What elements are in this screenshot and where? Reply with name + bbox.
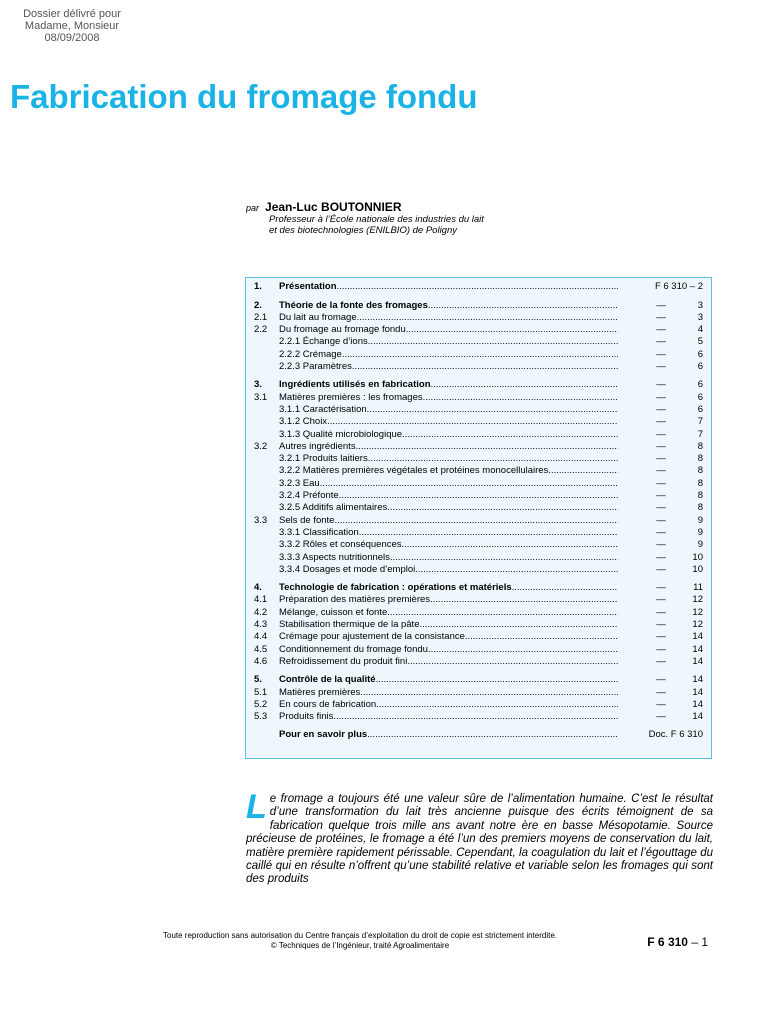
toc-page-number: 9 [697,514,703,526]
toc-entry-title: 3.1.2 Choix [279,416,328,428]
toc-entry-title: Présentation [279,281,337,293]
toc-leader-dots [406,324,618,336]
toc-entry-label [279,564,618,576]
toc-page-number: 7 [697,416,703,428]
toc-entry-label [279,582,618,594]
toc-entry-number: 4.1 [254,594,268,606]
toc-dash: — [656,453,666,465]
toc-entry-number: 5.2 [254,698,268,710]
toc-entry [254,551,703,563]
toc-entry-number: 2.2 [254,324,268,336]
toc-entry [254,674,703,686]
toc-page-number: 9 [697,526,703,538]
toc-entry-page [618,453,703,465]
toc-entry-number: 3.2 [254,440,268,452]
toc-page-number: 8 [697,453,703,465]
toc-entry-label [279,453,618,465]
toc-entry-label [279,441,618,453]
toc-leader-dots [368,453,618,465]
toc-dash: — [656,324,666,336]
toc-entry-number: 3.1 [254,391,268,403]
toc-entry [254,539,703,551]
toc-page-number: 8 [697,490,703,502]
stamp-line-2: Madame, Monsieur [24,20,120,32]
toc-entry [254,711,703,723]
toc-entry [254,361,703,373]
toc-page-number: 14 [692,711,703,723]
toc-entry-page [618,324,703,336]
toc-leader-dots [342,349,618,361]
toc-page-number: 14 [692,698,703,710]
toc-entry-label [279,729,618,741]
toc-dash: — [656,311,666,323]
toc-entry-title: 3.2.3 Eau [279,477,320,489]
toc-entry-title: 3.3.3 Aspects nutritionnels [279,551,390,563]
toc-entry-page [618,441,703,453]
toc-entry [254,312,703,324]
toc-dash: — [656,490,666,502]
toc-dash: — [656,416,666,428]
toc-leader-dots [356,441,618,453]
toc-entry [254,391,703,403]
table-of-contents [245,277,712,759]
toc-page-number: 11 [693,582,703,594]
toc-entry-page [618,619,703,631]
toc-page-number: 4 [697,324,703,336]
toc-entry-label [279,490,618,502]
toc-dash: — [656,502,666,514]
toc-entry [254,299,703,311]
stamp-line-1: Dossier délivré pour [23,8,121,20]
toc-entry-title: 3.3.4 Dosages et mode d’emploi [279,563,416,575]
toc-dash: — [656,514,666,526]
toc-entry-title: 3.2.1 Produits laitiers [279,453,368,465]
toc-leader-dots [465,631,618,643]
toc-dash: — [656,674,666,686]
toc-dash: — [656,582,666,594]
intro-text: e fromage a toujours été une valeur sûre de l’alimentation humaine. C’est le résultat d’une transformation du lait très ancienne puisque des écrits témoignent de sa fabrication quelque trois mille ans avant notre ère en basse Mésopotamie. Source précieuse de protéines, le fromage a été l’un des premiers moyens de conservation du lait, matière première rapidement périssable. Cependant, la coagulation du lait et l’égouttage du caillé qui en résulte n’offrent qu’une stabilité relative et variable selon les fromages qui sont des produits [246,793,713,886]
toc-entry [254,428,703,440]
toc-entry-title: Technologie de fabrication : opérations et matériels [279,582,512,594]
toc-dash: — [656,391,666,403]
toc-entry-label [279,631,618,643]
toc-page-number: 8 [697,502,703,514]
document-code: F 6 310 [647,935,688,949]
toc-leader-dots [431,379,618,391]
toc-leader-dots [320,478,618,490]
toc-leader-dots [376,699,618,711]
toc-entry-title: 2.2.1 Échange d’ions [279,336,368,348]
toc-entry-title: Matières premières : les fromages [279,391,423,403]
toc-entry [254,477,703,489]
toc-entry [254,281,703,293]
toc-entry-label [279,552,618,564]
toc-leader-dots [334,515,618,527]
toc-leader-dots [327,416,618,428]
toc-entry-title: 3.2.2 Matières premières végétales et protéines monocellulaires [279,465,549,477]
toc-page-reference: Doc. F 6 310 [648,729,703,741]
toc-entry [254,606,703,618]
toc-page-number: 5 [697,336,703,348]
toc-entry-title: Stabilisation thermique de la pâte [279,619,420,631]
toc-entry-page [618,607,703,619]
toc-entry-title: Théorie de la fonte des fromages [279,299,428,311]
toc-entry-title: 3.3.2 Rôles et conséquences [279,539,402,551]
toc-leader-dots [359,527,618,539]
toc-entry [254,686,703,698]
toc-leader-dots [367,729,618,741]
toc-page-number: 3 [697,299,703,311]
toc-entry-number: 4.2 [254,606,268,618]
toc-entry-label [279,281,618,293]
page-number: – 1 [691,935,708,949]
toc-page-number: 8 [697,440,703,452]
toc-leader-dots [368,336,618,348]
toc-dash: — [656,606,666,618]
toc-leader-dots [512,582,618,594]
toc-entry-label [279,527,618,539]
copyright-line-1: Toute reproduction sans autorisation du Centre français d’exploitation du droit de copie est strictement interdite. [163,931,557,940]
toc-leader-dots [376,674,618,686]
toc-page-number: 12 [692,594,703,606]
toc-leader-dots [407,656,618,668]
toc-entry-label [279,324,618,336]
toc-entry-page [618,582,703,594]
toc-entry-title: Ingrédients utilisés en fabrication [279,379,431,391]
toc-entry-number: 4.5 [254,643,268,655]
toc-leader-dots [357,312,618,324]
toc-dash: — [656,631,666,643]
toc-entry-label [279,478,618,490]
toc-entry-title: Matières premières [279,686,361,698]
toc-entry-title: 2.2.3 Paramètres [279,361,352,373]
toc-entry [254,582,703,594]
toc-entry-number: 2.1 [254,311,268,323]
copyright-notice [100,931,620,951]
toc-entry-label [279,656,618,668]
toc-entry [254,336,703,348]
toc-entry-title: Refroidissement du produit fini [279,655,408,667]
author-prefix: par [246,203,260,213]
toc-entry-page [618,379,703,391]
toc-entry-label [279,594,618,606]
toc-entry-title: Produits finis [279,711,334,723]
toc-page-number: 6 [697,361,703,373]
toc-entry-page [618,429,703,441]
toc-entry [254,465,703,477]
toc-entry-page [618,594,703,606]
author-affiliation-1: Professeur à l’École nationale des industries du lait [269,214,484,225]
toc-dash: — [656,379,666,391]
toc-page-reference: F 6 310 – 2 [654,281,703,293]
toc-entry-page [618,502,703,514]
toc-entry [254,564,703,576]
toc-entry-label [279,619,618,631]
toc-entry-label [279,404,618,416]
toc-entry-page [618,300,703,312]
toc-entry-label [279,711,618,723]
toc-entry-page [618,404,703,416]
toc-entry-page [618,392,703,404]
toc-page-number: 14 [692,643,703,655]
toc-entry-title: 2.2.2 Crémage [279,348,342,360]
toc-entry-number: 5. [254,674,262,686]
toc-dash: — [656,551,666,563]
toc-dash: — [656,563,666,575]
toc-entry [254,656,703,668]
toc-entry [254,404,703,416]
toc-entry-page [618,281,703,293]
toc-entry-number: 4.3 [254,619,268,631]
toc-entry-number: 4. [254,582,262,594]
stamp-line-3: 08/09/2008 [44,32,100,44]
toc-entry-page [618,312,703,324]
toc-entry-page [618,465,703,477]
toc-entry-number: 5.3 [254,711,268,723]
toc-entry-page [618,515,703,527]
toc-entry-label [279,699,618,711]
toc-leader-dots [415,564,618,576]
toc-dash: — [656,539,666,551]
toc-entry-label [279,607,618,619]
toc-page-number: 7 [697,428,703,440]
toc-entry [254,699,703,711]
toc-entry-page [618,674,703,686]
toc-entry [254,594,703,606]
toc-dash: — [656,336,666,348]
toc-leader-dots [423,392,618,404]
toc-entry-label [279,502,618,514]
toc-entry [254,502,703,514]
toc-entry-title: Préparation des matières premières [279,594,431,606]
toc-leader-dots [402,539,618,551]
toc-entry-label [279,392,618,404]
author-affiliation-2: et des biotechnologies (ENILBIO) de Poligny [269,225,457,236]
toc-entry [254,490,703,502]
toc-entry-title: Mélange, cuisson et fonte [279,606,388,618]
toc-entry-title: Crémage pour ajustement de la consistance [279,631,465,643]
toc-entry [254,643,703,655]
author-name: Jean-Luc BOUTONNIER [265,200,402,214]
toc-entry [254,441,703,453]
toc-entry-title: Pour en savoir plus [279,729,368,741]
toc-leader-dots [352,361,618,373]
author-line [246,200,726,214]
toc-page-number: 14 [692,631,703,643]
page-reference [647,935,708,949]
toc-entry-page [618,711,703,723]
toc-page-number: 10 [692,551,703,563]
document-title: Fabrication du fromage fondu [10,78,478,115]
toc-dash: — [656,403,666,415]
toc-entry-title: Du lait au fromage [279,311,357,323]
toc-page-number: 14 [692,655,703,667]
toc-entry-label [279,416,618,428]
toc-dash: — [656,348,666,360]
toc-leader-dots [387,502,618,514]
toc-entry [254,631,703,643]
toc-entry [254,324,703,336]
toc-leader-dots [367,404,618,416]
toc-dash: — [656,594,666,606]
toc-page-number: 14 [692,674,703,686]
toc-entry-label [279,336,618,348]
toc-entry-page [618,527,703,539]
toc-page-number: 6 [697,348,703,360]
toc-entry-title: Autres ingrédients [279,440,356,452]
toc-entry-label [279,674,618,686]
toc-entry-label [279,379,618,391]
toc-dash: — [656,428,666,440]
toc-page-number: 12 [692,619,703,631]
toc-dash: — [656,440,666,452]
toc-dash: — [656,299,666,311]
toc-leader-dots [387,607,618,619]
toc-entry-number: 5.1 [254,686,268,698]
toc-leader-dots [339,490,618,502]
toc-entry-page [618,490,703,502]
toc-page-number: 9 [697,539,703,551]
toc-entry-page [618,478,703,490]
toc-entry-title: Contrôle de la qualité [279,674,376,686]
toc-dash: — [656,643,666,655]
toc-entry [254,348,703,360]
author-block [246,200,726,236]
toc-entry-number: 4.4 [254,631,268,643]
toc-leader-dots [419,619,618,631]
toc-leader-dots [333,711,618,723]
toc-entry [254,729,703,741]
toc-entry-page [618,699,703,711]
toc-page-number: 6 [697,391,703,403]
toc-entry-page [618,631,703,643]
toc-page-number: 8 [697,465,703,477]
toc-entry-title: Du fromage au fromage fondu [279,324,406,336]
toc-entry-page [618,552,703,564]
toc-dash: — [656,655,666,667]
toc-dash: — [656,619,666,631]
toc-entry-label [279,312,618,324]
toc-dash: — [656,686,666,698]
toc-entry [254,514,703,526]
toc-page-number: 6 [697,403,703,415]
toc-page-number: 8 [697,477,703,489]
toc-entry-title: En cours de fabrication [279,698,377,710]
toc-leader-dots [337,281,618,293]
toc-entry-title: Conditionnement du fromage fondu [279,643,428,655]
toc-entry-page [618,361,703,373]
toc-entry-page [618,656,703,668]
toc-entry-page [618,687,703,699]
toc-entry-page [618,729,703,741]
toc-entry-title: 3.2.4 Préfonte [279,490,339,502]
toc-entry-page [618,564,703,576]
toc-leader-dots [428,300,618,312]
toc-entry-label [279,361,618,373]
toc-entry-title: 3.2.5 Additifs alimentaires [279,502,388,514]
toc-entry-number: 1. [254,281,262,293]
toc-entry-number: 3.3 [254,514,268,526]
toc-entry-label [279,465,618,477]
toc-entry-title: 3.1.3 Qualité microbiologique [279,428,403,440]
toc-entry-page [618,539,703,551]
toc-dash: — [656,477,666,489]
toc-leader-dots [402,429,618,441]
toc-leader-dots [548,465,618,477]
toc-leader-dots [430,594,618,606]
toc-dash: — [656,711,666,723]
toc-entry [254,379,703,391]
toc-entry-page [618,644,703,656]
toc-page-number: 10 [692,563,703,575]
delivery-stamp [12,8,132,44]
toc-entry-label [279,687,618,699]
toc-entry-number: 4.6 [254,655,268,667]
toc-page-number: 12 [692,606,703,618]
toc-entry-label [279,349,618,361]
toc-leader-dots [360,687,618,699]
toc-entry-label [279,644,618,656]
toc-leader-dots [390,552,618,564]
toc-entry-label [279,429,618,441]
toc-entry-number: 2. [254,299,262,311]
toc-dash: — [656,698,666,710]
toc-page-number: 3 [697,311,703,323]
toc-entry-title: 3.3.1 Classification [279,526,359,538]
toc-entry-page [618,349,703,361]
toc-entry-label [279,515,618,527]
toc-dash: — [656,526,666,538]
toc-entry-label [279,539,618,551]
toc-entry [254,619,703,631]
toc-entry-title: 3.1.1 Caractérisation [279,403,367,415]
toc-entry-page [618,336,703,348]
toc-dash: — [656,465,666,477]
toc-entry [254,416,703,428]
drop-cap: L [246,788,267,826]
copyright-line-2: © Techniques de l’Ingénieur, traité Agroalimentaire [270,941,450,950]
toc-dash: — [656,361,666,373]
toc-page-number: 6 [697,379,703,391]
toc-entry-title: Sels de fonte [279,514,335,526]
toc-entry-label [279,300,618,312]
toc-entry [254,527,703,539]
toc-entry [254,453,703,465]
toc-entry-page [618,416,703,428]
toc-entry-number: 3. [254,379,262,391]
intro-paragraph [246,788,713,887]
toc-page-number: 14 [692,686,703,698]
toc-leader-dots [428,644,618,656]
